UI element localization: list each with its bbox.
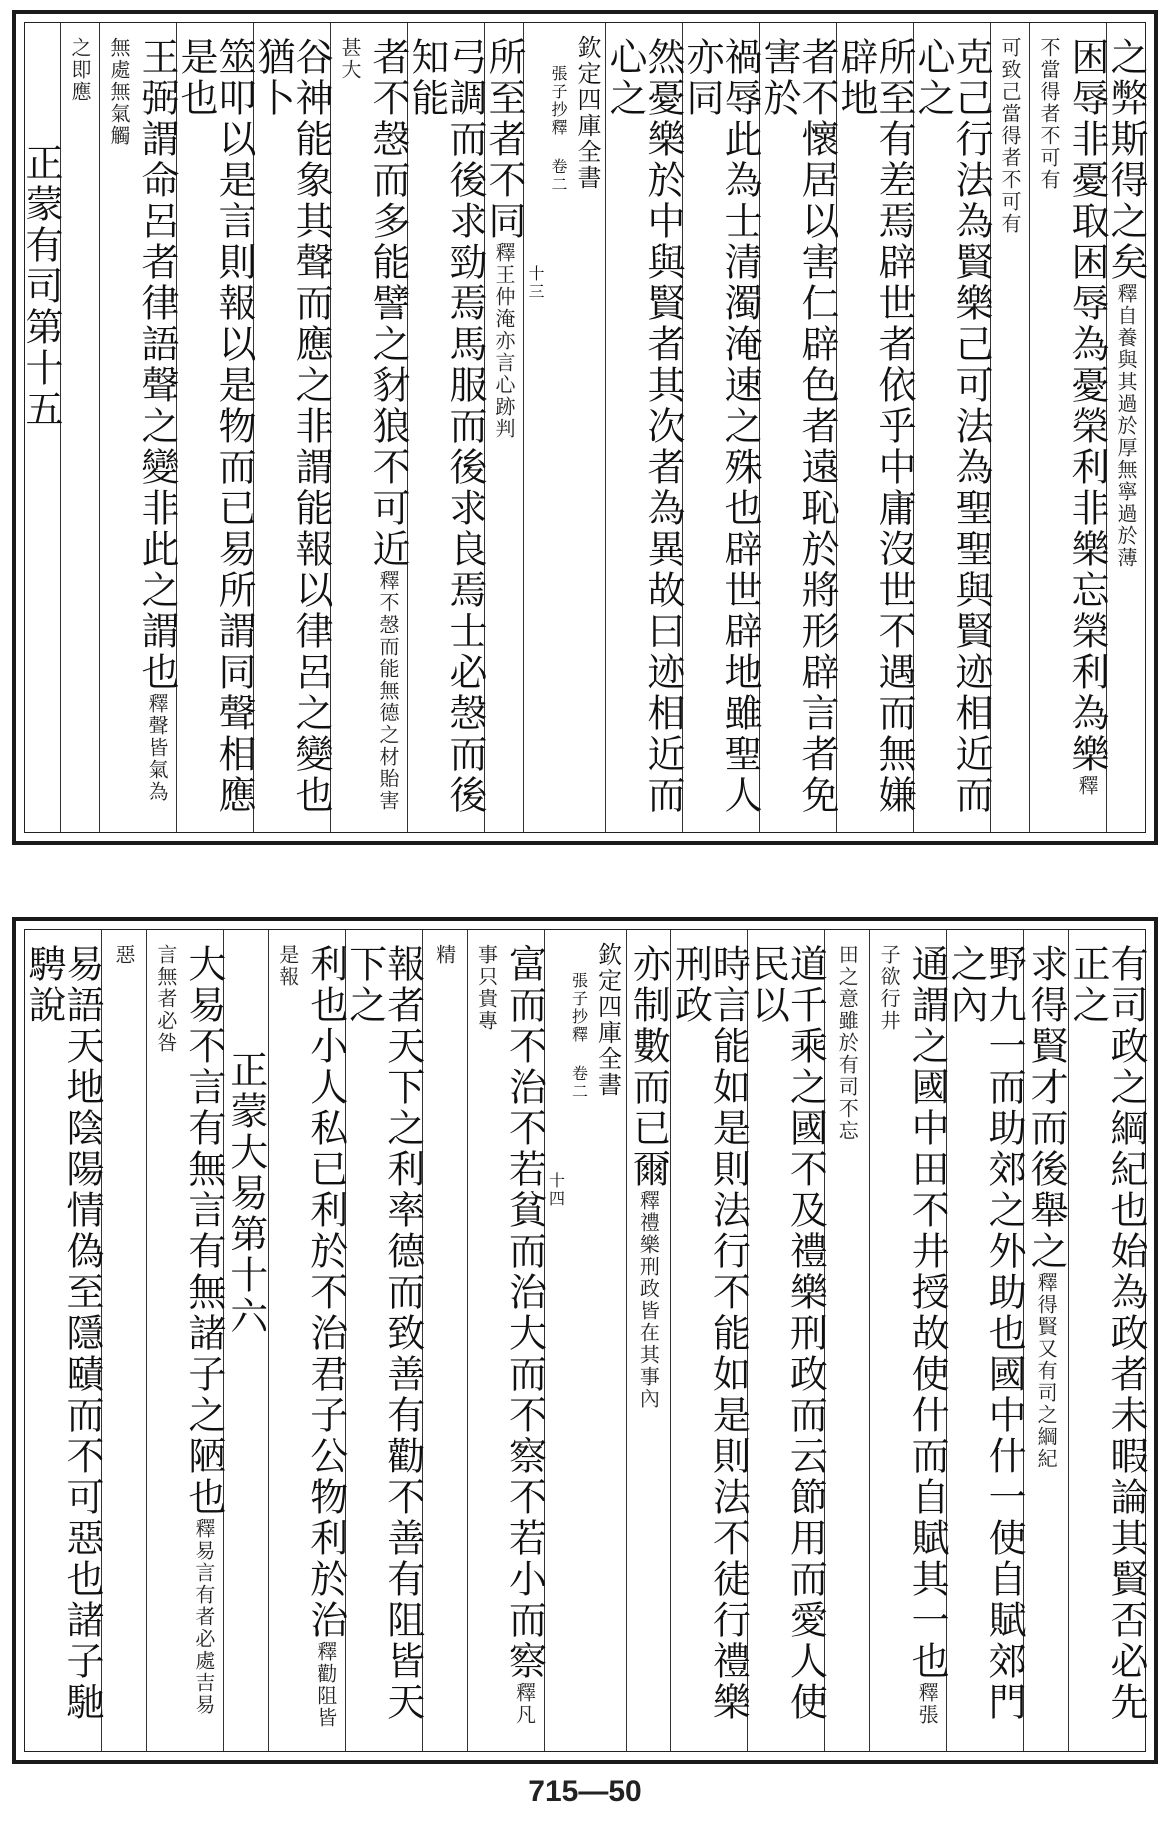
main-text: 野九一而助郊之外助也國中什一使自賦郊門之內 [944,944,1027,1723]
bottom-page-frame [24,929,1146,1752]
text-column [944,930,1027,1751]
commentary-note: 釋張子欲行井 [877,944,940,1726]
commentary-note: 釋不愨而能無德之材貽害甚大 [338,37,400,812]
main-text: 王弼謂命呂者律語聲之變非此之謂也 [135,37,179,693]
gutter-label [545,930,626,1208]
text-column [22,930,105,1751]
text-column [869,930,950,1751]
chapter-heading-column [223,930,268,1751]
chapter-heading-column [19,23,63,832]
main-text: 困辱非憂取困辱為憂榮利非樂忘榮利為樂 [1065,37,1109,775]
commentary-note: 之即應 [68,37,92,103]
column-text [828,930,866,1737]
commentary-note: 釋聲皆氣為無處無氣觸 [107,37,169,803]
commentary-note: 釋王仲淹亦言心跡判 [492,242,516,440]
main-text: 正蒙有司第十五 [19,143,63,430]
top-page-frame [19,22,1148,833]
column-text [680,23,762,818]
text-column [1066,930,1148,1751]
commentary-note: 釋易言有者必處吉易言無者必咎 [153,944,216,1716]
chapter-heading [19,23,63,924]
gutter-label [524,23,605,301]
text-column [990,23,1029,832]
commentary-note: 田之意雖於有司不忘 [835,944,860,1142]
main-text: 弓調而後求勁焉馬服而後求良焉士必愨而後知能 [405,37,487,816]
column-text [626,930,671,1737]
text-column [834,23,916,832]
column-text [482,23,526,818]
column-text [757,23,839,818]
column-text [991,23,1029,818]
main-text: 者不懷居以害仁辟色者遠恥於將形辟言者免害於 [757,37,839,816]
main-text: 報者天下之利率德而致善有勸不善有阻皆天下之 [342,944,425,1723]
text-column [251,23,333,832]
top-page-columns [19,23,1148,832]
main-text: 者不愨而多能譬之豺狼不可近 [366,37,410,570]
gutter-column [523,23,605,832]
leaf-number: 十三 [526,265,545,301]
top-book-page [12,10,1158,845]
column-text [100,23,179,818]
column-text [944,930,1027,1737]
column-text [147,930,226,1737]
leaf-number: 十四 [546,1172,566,1208]
text-column [174,23,256,832]
commentary-note: 釋得賢又有司之綱紀 [1034,1272,1059,1470]
main-text: 然憂樂於中與賢者其次者為異故曰迹相近而心之 [603,37,685,816]
text-column [330,23,410,832]
column-text [911,23,993,818]
text-column [745,930,828,1751]
main-text: 易語天地陰陽情偽至隱賾而不可惡也諸子馳騁說 [22,944,105,1723]
column-text [105,930,143,1737]
commentary-note: 釋不當得者不可有 [1037,37,1099,797]
text-column [482,23,526,832]
text-column [146,930,226,1751]
main-text: 亦制數而已爾 [626,944,671,1190]
main-text: 所至者不同 [482,37,526,242]
main-text: 富而不治不若貧而治大而不察不若小而察 [502,944,547,1682]
column-text [426,930,464,1737]
text-column [1029,23,1109,832]
chapter-heading [223,930,268,1843]
text-column [603,23,685,832]
column-text [668,930,751,1737]
bottom-book-page [12,917,1158,1764]
main-text: 求得賢才而後舉之 [1024,944,1069,1272]
main-text: 利也小人私已利於不治君子公物利於治 [303,944,348,1641]
column-text [269,930,348,1737]
commentary-note: 惡 [111,944,136,966]
text-column [467,930,547,1751]
text-column [757,23,839,832]
column-text [834,23,916,818]
column-text [745,930,828,1737]
commentary-note: 釋自養與其過於厚無寧過於薄 [1114,283,1138,569]
main-text: 谷神能象其聲而應之非謂能報以律呂之變也猶卜 [251,37,333,816]
main-text: 克己行法為賢樂己可法為聖聖與賢迹相近而心之 [911,37,993,816]
main-text: 所至有差焉辟世者依乎中庸沒世不遇而無嫌辟地 [834,37,916,816]
page-footer-number: 715—50 [528,1775,642,1808]
text-column [668,930,751,1751]
text-column [60,23,99,832]
column-text [1104,23,1148,818]
text-column [342,930,425,1751]
column-text [174,23,256,818]
main-text: 道千乘之國不及禮樂刑政而云節用而愛人使民以 [745,944,828,1723]
column-text [870,930,950,1737]
bottom-page-columns [22,930,1148,1751]
main-text: 正蒙大易第十六 [223,1050,268,1337]
text-column [680,23,762,832]
column-text [61,23,99,818]
column-text [468,930,547,1737]
main-text: 之弊斯得之矣 [1104,37,1148,283]
column-text [1030,23,1109,818]
commentary-note: 釋禮樂刑政皆在其事內 [636,1190,661,1410]
main-text: 通謂之國中田不井授故使什而自賦其一也 [905,944,950,1682]
commentary-note: 可致己當得者不可有 [998,37,1022,235]
text-column [99,23,179,832]
main-text: 禍辱此為士清濁淹速之殊也辟世辟地雖聖人亦同 [680,37,762,816]
column-text [251,23,333,818]
collection-title: 欽定四庫全書 [573,35,601,191]
main-text: 有司政之綱紀也始為政者未暇論其賢否必先正之 [1066,944,1148,1723]
main-text: 時言能如是則法行不能如是則法不徒行禮樂刑政 [668,944,751,1723]
main-text: 筮叩以是言則報以是物而已易所謂同聲相應是也 [174,37,256,816]
main-text: 大易不言有無言有無諸子之陋也 [181,944,226,1518]
text-column [268,930,348,1751]
column-text [1066,930,1148,1737]
commentary-note: 精 [432,944,457,966]
column-text [342,930,425,1737]
volume-label: 張子抄釋 卷二 [569,972,589,1101]
text-column [824,930,869,1751]
volume-label: 張子抄釋 卷二 [549,65,568,194]
column-text [405,23,487,818]
column-text [1024,930,1069,1737]
collection-title: 欽定四庫全書 [593,942,622,1098]
text-column [626,930,671,1751]
gutter-column [544,930,626,1751]
text-column [1023,930,1068,1751]
commentary-note: 釋勸阻皆是報 [275,944,338,1729]
text-column [422,930,467,1751]
commentary-note: 釋凡事只貴專 [474,944,537,1726]
text-column [101,930,146,1751]
text-column [1104,23,1148,832]
text-column [911,23,993,832]
column-text [22,930,105,1737]
text-column [405,23,487,832]
column-text [603,23,685,818]
column-text [331,23,410,818]
